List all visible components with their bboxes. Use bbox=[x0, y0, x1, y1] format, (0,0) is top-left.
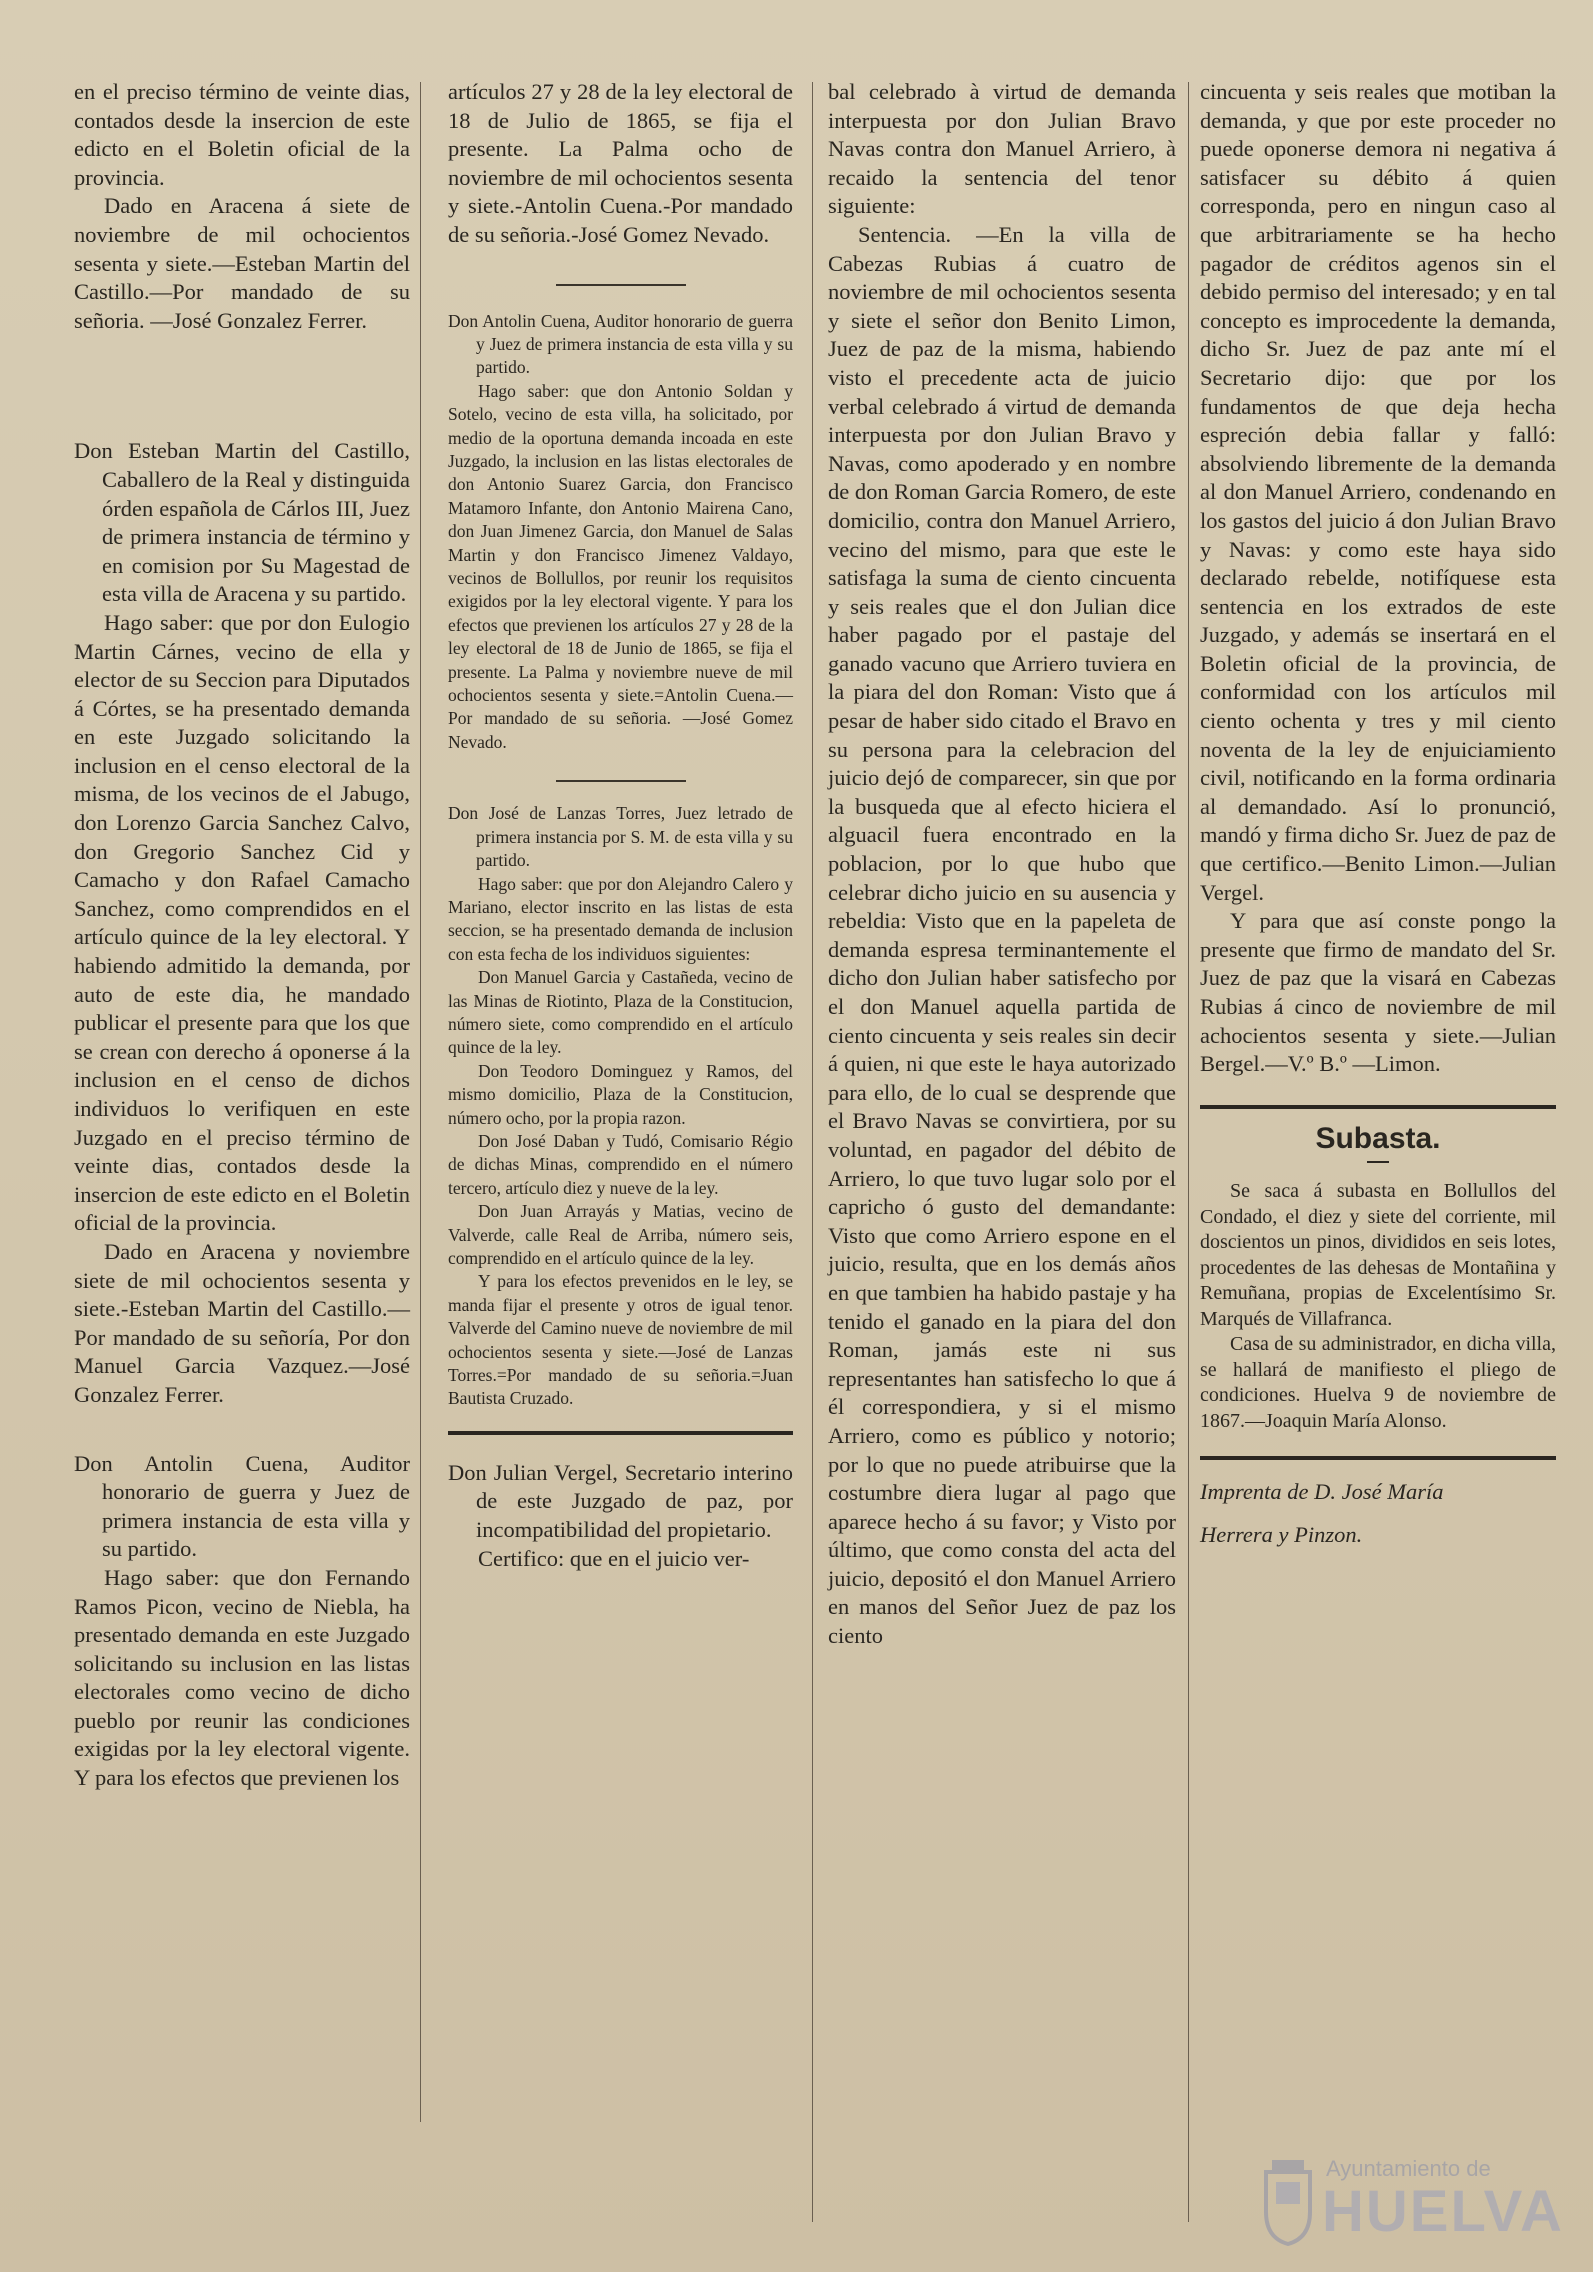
column-rule bbox=[420, 82, 421, 2122]
coat-of-arms-icon bbox=[1262, 2154, 1314, 2246]
paragraph: Y para que así conste pongo la presente que firmo de mandato del Sr. Juez de paz que la visará en Cabezas Rubias á cinco de noviembre de mil achocientos sesenta y siete.—Julian Bergel.—V.º B.º —Limon. bbox=[1200, 908, 1556, 1077]
edict-heading: Don Esteban Martin del Castillo, Caballero de la Real y distinguida órden española de Cárlos III, Juez de primera instancia de término y en comision por Su Magestad de esta villa de Aracena y su partido. bbox=[74, 438, 410, 607]
paragraph: Casa de su administrador, en dicha villa, se hallará de manifiesto el pliego de condiciones. Huelva 9 de noviembre de 1867.—Joaquin María Alonso. bbox=[1200, 1333, 1556, 1432]
section-title: Subasta. bbox=[1315, 1121, 1441, 1155]
paragraph: artículos 27 y 28 de la ley electoral de 18 de Julio de 1865, se fija el presente. La Palma ocho de noviembre de mil ochocientos sesenta y siete.-Antolin Cuena.-Por mandado de su señoria.-José Gomez Nevado. bbox=[448, 79, 793, 247]
list-item: Don Teodoro Dominguez y Ramos, del mismo domicilio, Plaza de la Constitucion, número ocho, por la propia razon. bbox=[448, 1060, 793, 1128]
signature: Dado en Aracena á siete de noviembre de mil ochocientos sesenta y siete.—Esteban Martin del Castillo.—Por mandado de su señoria. —José Gonzalez Ferrer. bbox=[74, 193, 410, 333]
paragraph: en el preciso término de veinte dias, contados desde la insercion de este edicto en el Boletin oficial de la provincia. bbox=[74, 79, 410, 190]
dash-separator bbox=[1367, 1161, 1389, 1163]
separator bbox=[556, 284, 686, 286]
thick-separator bbox=[1200, 1105, 1556, 1109]
edict-heading: Don Antolin Cuena, Auditor honorario de guerra y Juez de primera instancia de esta villa y su partido. bbox=[448, 310, 793, 378]
paragraph: bal celebrado à virtud de demanda interpuesta por don Julian Bravo Navas contra don Manuel Arriero, à recaido la sentencia del tenor siguiente: bbox=[828, 79, 1176, 219]
imprint-line: Imprenta de D. José María bbox=[1200, 1479, 1444, 1505]
column-4 bbox=[1200, 78, 1556, 1550]
column-3 bbox=[828, 78, 1176, 1651]
edict-heading: Don Antolin Cuena, Auditor honorario de guerra y Juez de primera instancia de esta villa y su partido. bbox=[74, 1450, 410, 1562]
edict-heading: Don José de Lanzas Torres, Juez letrado de primera instancia por S. M. de esta villa y su partido. bbox=[448, 803, 793, 871]
paragraph: Hago saber: que don Antonio Soldan y Sotelo, vecino de esta villa, ha solicitado, por medio de la oportuna demanda incoada en este Juzgado, la inclusion en las listas electorales de don Antonio Suarez Garcia, don Francisco Matamoro Infante, don Antonio Mairena Cano, don Juan Jimenez Garcia, don Manuel de Salas Martin y don Francisco Jimenez Valdayo, vecinos de Bollullos, por reunir los requisitos exigidos por la ley electoral vigente. Y para los efectos que previenen los artículos 27 y 28 de la ley electoral de 18 de Junio de 1865, se fija el presente. La Palma y noviembre nueve de mil ochocientos sesenta y siete.=Antolin Cuena.—Por mandado de su señoria. —José Gomez Nevado. bbox=[448, 380, 793, 752]
column-2 bbox=[448, 78, 793, 1573]
column-rule bbox=[1188, 82, 1189, 2222]
paragraph: Hago saber: que por don Eulogio Martin Cárnes, vecino de ella y elector de su Seccion para Diputados á Córtes, se ha presentado demanda en este Juzgado solicitando la inclusion en el censo electoral de la misma, de los vecinos de el Jabugo, don Lorenzo Garcia Sanchez Calvo, don Gregorio Sanchez Cid y Camacho y don Rafael Camacho Sanchez, como comprendidos en el artículo quince de la ley electoral. Y habiendo admitido la demanda, por auto de este dia, he mandado publicar el presente para que los que se crean con derecho á oponerse á la inclusion en el censo de dichos individuos lo verifiquen en este Juzgado en el preciso término de veinte dias, contados desde la insercion de este edicto en el Boletin oficial de la provincia. bbox=[74, 609, 410, 1236]
column-1 bbox=[74, 78, 410, 1793]
edict-heading: Don Julian Vergel, Secretario interino de este Juzgado de paz, por incompatibilidad del propietario. bbox=[448, 1459, 793, 1543]
column-rule bbox=[812, 82, 813, 2222]
imprint-line: Herrera y Pinzon. bbox=[1200, 1521, 1363, 1547]
watermark-line1: Ayuntamiento de bbox=[1326, 2156, 1491, 2181]
paragraph: Sentencia. —En la villa de Cabezas Rubias á cuatro de noviembre de mil ochocientos sesenta y siete el señor don Benito Limon, Juez de paz de la misma, habiendo visto el precedente acta de juicio verbal celebrado á virtud de demanda interpuesta por don Julian Bravo y Navas, como apoderado y en nombre de don Roman Garcia Romero, de este domicilio, contra don Manuel Arriero, vecino del mismo, para que este le satisfaga la suma de ciento cincuenta y seis reales que el don Julian dice haber pagado por el pastaje del ganado vacuno que Arriero tuviera en la piara del don Roman: Visto que á pesar de haber sido citado el Bravo en su persona para la celebracion del juicio dejó de comparecer, sin que por la busqueda que al efecto hiciera el alguacil fuera encontrado en la poblacion, por lo que hubo que celebrar dicho juicio en su ausencia y rebeldia: Visto que en la papeleta de demanda espresa terminantemente el dicho don Julian haber satisfecho por el don Manuel aquella partida de ciento cincuenta y seis reales sin decir á quien, ni que este le haya autorizado para ello, de lo cual se desprende que el Bravo Navas se convirtiera, por su voluntad, en pagador del débito de Arriero, lo que tuvo lugar solo por el capricho ó gusto del demandante: Visto que como Arriero espone en el juicio, resulta, que en los demás años en que tambien ha habido pastaje y ha tenido el ganado en la piara del don Roman, jamás este ni sus representantes han satisfecho lo que á él correspondiera, y si el mismo Arriero, como es público y notorio; por lo que no puede atribuirse que la costumbre diera lugar al pago que aparece hecho á su favor; y Visto por último, que como consta del acta del juicio, depositó el don Manuel Arriero en manos del Señor Juez de paz los ciento bbox=[828, 221, 1177, 1649]
paragraph: Se saca á subasta en Bollullos del Condado, el diez y siete del corriente, mil doscientos un pinos, divididos en seis lotes, procedentes de las dehesas de Montañina y Remuñana, propias de Excelentísimo Sr. Marqués de Villafranca. bbox=[1200, 1180, 1556, 1330]
list-item: Don José Daban y Tudó, Comisario Régio de dichas Minas, comprendido en el número tercero, artículo diez y nueve de la ley. bbox=[448, 1130, 793, 1198]
paragraph: Hago saber: que don Fernando Ramos Picon, vecino de Niebla, ha presentado demanda en este Juzgado solicitando su inclusion en las listas electorales como vecino de dicho pueblo por reunir las condiciones exigidas por la ley electoral vigente. Y para los efectos que previenen los bbox=[74, 1564, 410, 1791]
watermark-line2: HUELVA bbox=[1322, 2179, 1564, 2244]
separator bbox=[556, 780, 686, 782]
thick-separator bbox=[1200, 1456, 1556, 1460]
list-item: Don Juan Arrayás y Matias, vecino de Valverde, calle Real de Arriba, número seis, comprendido en el artículo quince de la ley. bbox=[448, 1201, 793, 1268]
thick-separator bbox=[448, 1431, 793, 1435]
paragraph: cincuenta y seis reales que motiban la demanda, y que por este proceder no puede oponerse demora ni negativa á satisfacer su débito á quien corresponda, pero en ningun caso al que arbitrariamente se ha hecho pagador de créditos agenos sin el debido permiso del interesado; y en tal concepto es improcedente la demanda, dicho Sr. Juez de paz ante mí el Secretario dijo: que por los fundamentos de que deja hecha espreción debia fallar y falló: absolviendo libremente de la demanda al don Manuel Arriero, condenando en los gastos del juicio á don Julian Bravo y Navas: y como este haya sido declarado rebelde, notifíquese esta sentencia en los extrados de este Juzgado, y además se insertará en el Boletin oficial de la provincia, de conformidad con los artículos mil ciento ochenta y tres y mil ciento noventa de la ley de enjuiciamiento civil, notificando en la forma ordinaria al demandado. Así lo pronunció, mandó y firma dicho Sr. Juez de paz de que certifico.—Benito Limon.—Julian Vergel. bbox=[1200, 79, 1556, 905]
separator bbox=[74, 1410, 410, 1450]
archive-watermark bbox=[1262, 2150, 1562, 2250]
paragraph: Y para los efectos prevenidos en le ley, se manda fijar el presente y otros de igual tenor. Valverde del Camino nueve de noviembre de mil ochocientos sesenta y siete.—José de Lanzas Torres.=Por mandado de su señoria.=Juan Bautista Cruzado. bbox=[448, 1271, 793, 1409]
signature: Dado en Aracena y noviembre siete de mil ochocientos sesenta y siete.-Esteban Martin del Castillo.—Por mandado de su señoría, Por don Manuel Garcia Vazquez.—José Gonzalez Ferrer. bbox=[74, 1238, 410, 1407]
paragraph: Hago saber: que por don Alejandro Calero y Mariano, elector inscrito en las listas de esta seccion, se ha presentado demanda de inclusion con esta fecha de los individuos siguientes: bbox=[448, 873, 793, 964]
list-item: Don Manuel Garcia y Castañeda, vecino de las Minas de Riotinto, Plaza de la Constitucion, número siete, como comprendido en el artículo quince de la ley. bbox=[448, 967, 793, 1058]
paragraph: Certifico: que en el juicio ver- bbox=[478, 1545, 750, 1571]
